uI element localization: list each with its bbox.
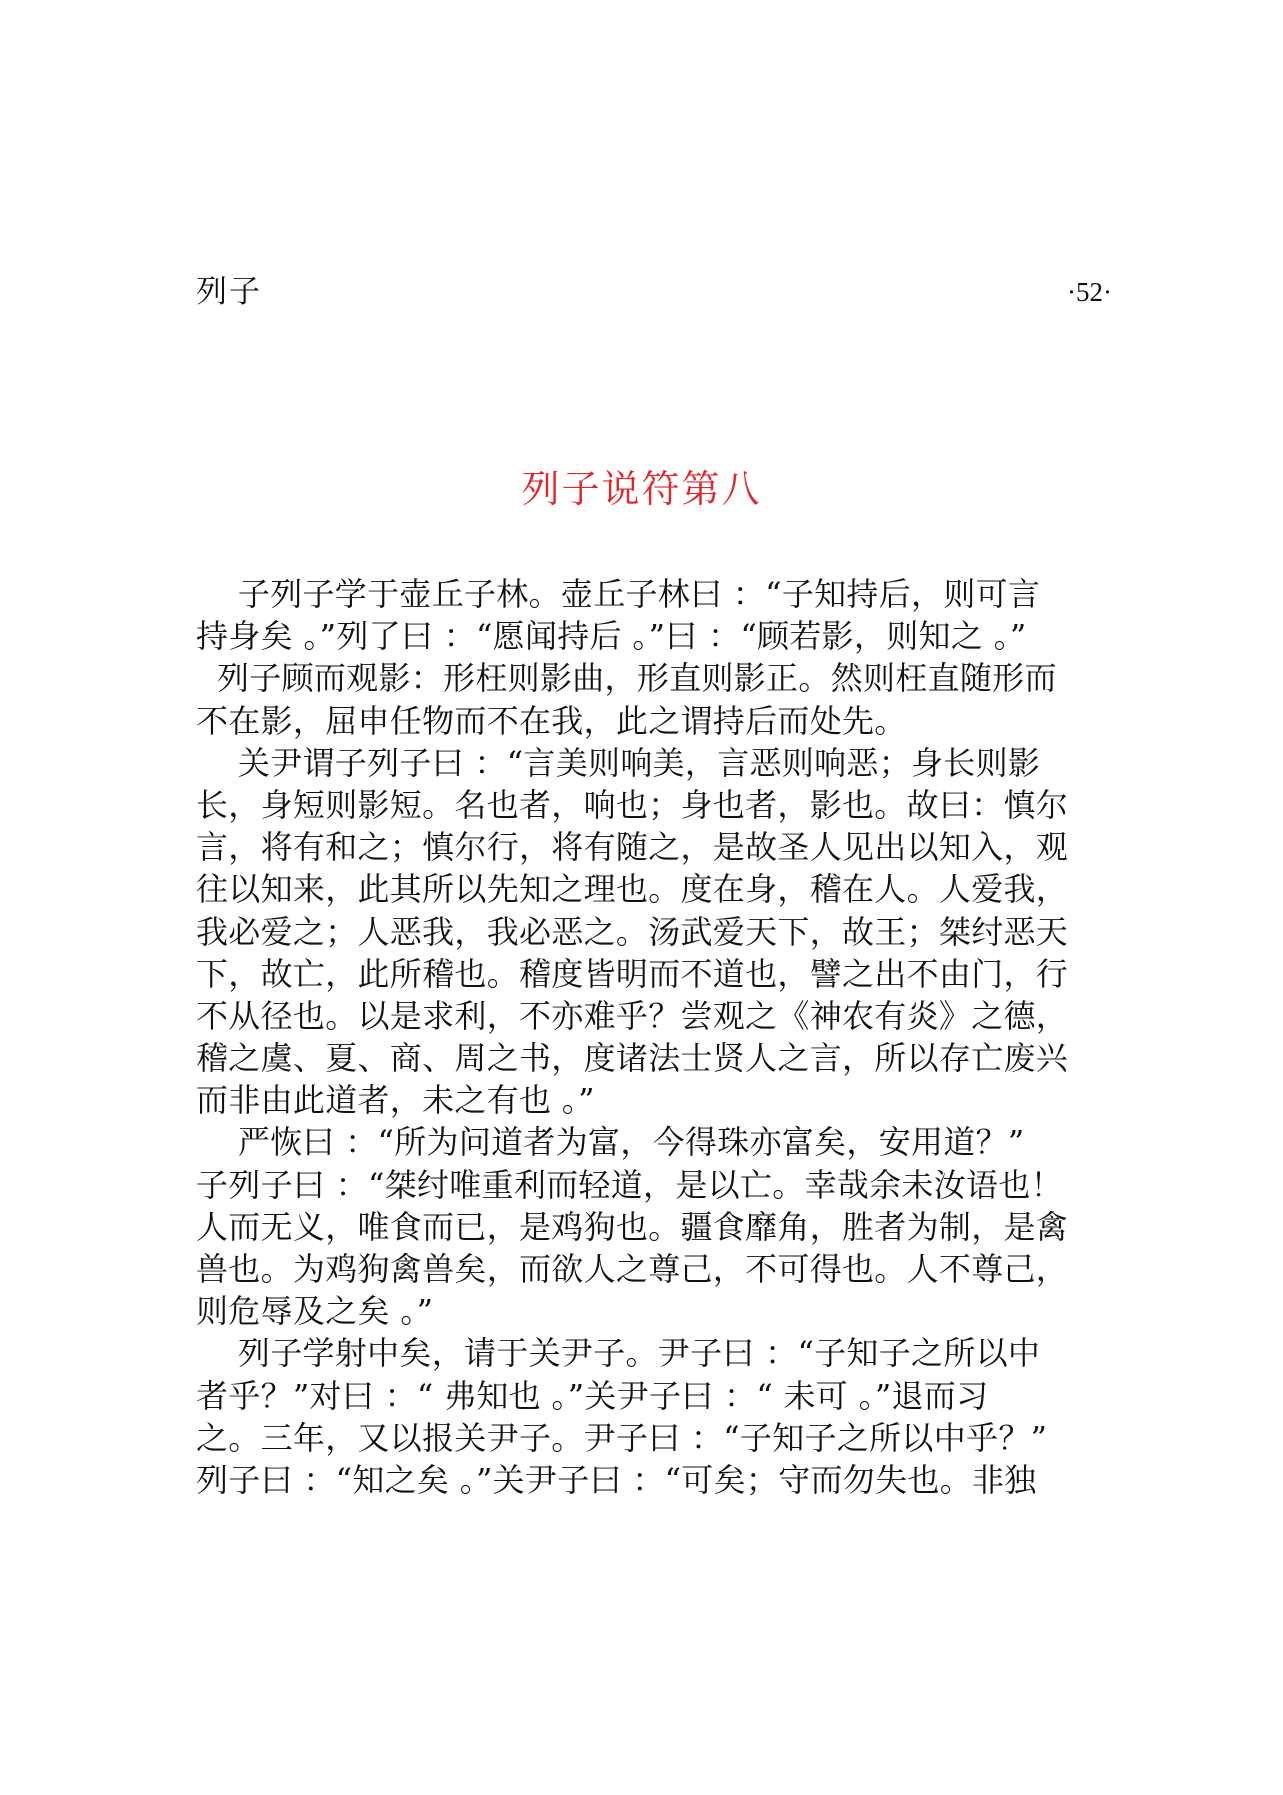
text-line: 之。三年，又以报关尹子。尹子曰 ：“子知子之所以中乎？” [196,1418,1048,1457]
text-line: 下，故亡，此所稽也。稽度皆明而不道也，譬之出不由门，行 [196,954,1069,993]
text-line: 列子顾而观影：形枉则影曲，形直则影正。然则枉直随形而 [196,659,1057,698]
text-line: 子列子学于壶丘子林。壶丘子林曰 ：“子知持后，则可言 [196,575,1041,613]
text-line: 列子曰 ：“知之矣 。”关尹子曰 ：“可矣；守而勿失也。非独 [196,1460,1037,1499]
text-line: 我必爱之；人恶我，我必恶之。汤武爱天下，故王；桀纣恶天 [196,912,1069,951]
page-number: ·52· [1067,277,1112,307]
running-header [196,270,1112,314]
text-line: 列子学射中矣，请于关尹子。尹子曰 ：“子知子之所以中 [196,1334,1041,1373]
text-line: 子列子曰 ：“桀纣唯重利而轻道，是以亡。幸哉余未汝语也！ [196,1165,1063,1204]
text-line: 长，身短则影短。名也者，响也；身也者，影也。故曰：慎尔 [196,785,1069,824]
text-line: 持身矣 。”列了曰 ：“愿闻持后 。”曰 ：“顾若影，则知之 。” [196,617,1027,656]
text-line: 往以知来，此其所以先知之理也。度在身，稽在人。人爱我， [196,870,1069,909]
text-line: 稽之虞、夏、商、周之书，度诸法士贤人之言，所以存亡废兴 [196,1039,1069,1078]
text-line: 关尹谓子列子曰 ：“言美则响美，言恶则响恶；身长则影 [196,743,1041,782]
text-line: 严恢曰 ：“所为问道者为富，今得珠亦富矣，安用道？” [196,1123,1025,1162]
chapter-title: 列子说符第八 [521,467,762,511]
body-text [196,573,1096,1501]
text-line: 不在影，屈申任物而不在我，此之谓持后而处先。 [196,701,907,740]
text-line: 人而无义，唯食而已，是鸡狗也。疆食靡角，胜者为制，是禽 [196,1207,1069,1246]
text-line: 不从径也。以是求利，不亦难乎？尝观之《神农有炎》之德， [196,996,1069,1035]
text-line: 言，将有和之；慎尔行，将有随之，是故圣人见出以知入，观 [196,828,1069,867]
text-line: 兽也。为鸡狗禽兽矣，而欲人之尊己，不可得也。人不尊己， [196,1250,1069,1288]
text-line: 者乎？”对曰 ：“ 弗知也 。”关尹子曰 ：“ 未可 。”退而习 [196,1376,989,1415]
running-title: 列子 [196,274,262,310]
text-line: 而非由此道者，未之有也 。” [196,1081,595,1120]
text-line: 则危辱及之矣 。” [196,1292,434,1331]
